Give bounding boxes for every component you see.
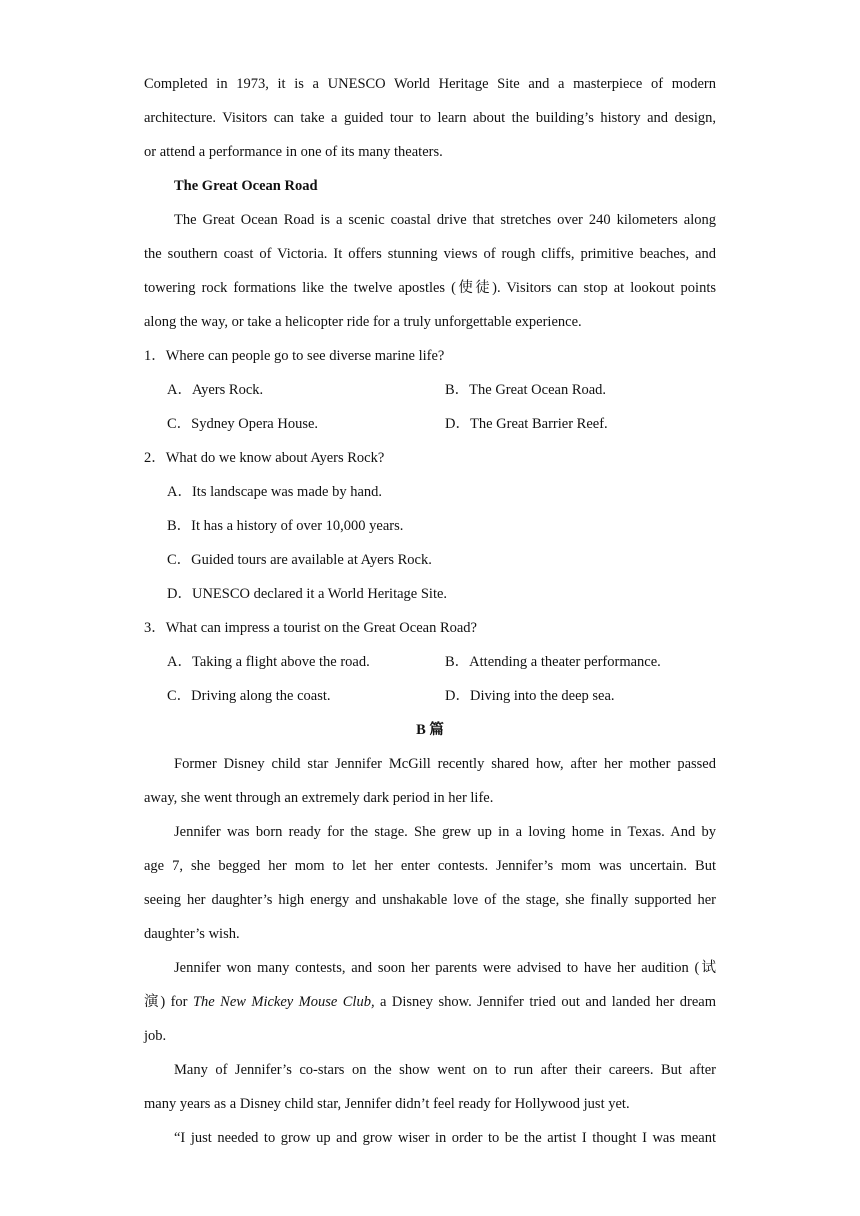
text-line: Jennifer won many contests, and soon her parents were advised to have her audition (试 [174, 960, 716, 976]
option-row [144, 407, 716, 441]
passage-title: B 篇 [416, 722, 444, 738]
section-heading: The Great Ocean Road [174, 178, 318, 194]
option-c: C．Sydney Opera House. [167, 416, 319, 432]
text-line: Jennifer was born ready for the stage. She grew up in a loving home in Texas. And by [174, 824, 716, 840]
option-d: D．UNESCO declared it a World Heritage Site. [167, 586, 448, 602]
question-stem: 3．What can impress a tourist on the Great Ocean Road? [144, 620, 477, 636]
option-b: B．The Great Ocean Road. [445, 382, 607, 398]
text-line: architecture. Visitors can take a guided tour to learn about the building’s history and design, [144, 110, 716, 126]
text-line: job. [144, 1028, 167, 1044]
text-segment: a Disney show. Jennifer tried out and landed her dream [374, 994, 716, 1010]
text-line: along the way, or take a helicopter ride for a truly unforgettable experience. [144, 314, 582, 330]
option-a: A．Taking a flight above the road. [167, 654, 370, 670]
option-d: D．The Great Barrier Reef. [445, 416, 608, 432]
question-stem: 2．What do we know about Ayers Rock? [144, 450, 385, 466]
text-segment: 演) for [144, 994, 193, 1010]
option-row [144, 679, 716, 713]
text-line: The Great Ocean Road is a scenic coastal drive that stretches over 240 kilometers along [174, 212, 716, 228]
text-line: many years as a Disney child star, Jennifer didn’t feel ready for Hollywood just yet. [144, 1096, 630, 1112]
option-c: C．Guided tours are available at Ayers Rock. [167, 552, 432, 568]
option-row [144, 645, 716, 679]
question-stem: 1．Where can people go to see diverse marine life? [144, 348, 445, 364]
option-b: B．Attending a theater performance. [445, 654, 661, 670]
option-b: B．It has a history of over 10,000 years. [167, 518, 404, 534]
show-title: The New Mickey Mouse Club, [192, 994, 375, 1010]
option-a: A．Its landscape was made by hand. [167, 484, 383, 500]
text-line: away, she went through an extremely dark period in her life. [144, 790, 494, 806]
text-line: Former Disney child star Jennifer McGill recently shared how, after her mother passed [174, 756, 716, 772]
text-line: Completed in 1973, it is a UNESCO World Heritage Site and a masterpiece of modern [144, 76, 716, 92]
option-a: A．Ayers Rock. [167, 382, 264, 398]
text-line: age 7, she begged her mom to let her enter contests. Jennifer’s mom was uncertain. But [144, 858, 716, 874]
document-page [144, 67, 716, 1155]
text-line: seeing her daughter’s high energy and unshakable love of the stage, she finally supported her [144, 892, 716, 908]
option-c: C．Driving along the coast. [167, 688, 331, 704]
option-d: D．Diving into the deep sea. [445, 688, 615, 704]
text-line: the southern coast of Victoria. It offers stunning views of rough cliffs, primitive beaches, and [144, 246, 716, 262]
option-row [144, 373, 716, 407]
text-line: “I just needed to grow up and grow wiser in order to be the artist I thought I was meant [174, 1130, 716, 1146]
text-line [144, 985, 716, 1019]
text-line: Many of Jennifer’s co-stars on the show went on to run after their careers. But after [174, 1062, 716, 1078]
text-line: daughter’s wish. [144, 926, 240, 942]
text-line: towering rock formations like the twelve apostles (使徒). Visitors can stop at lookout points [144, 280, 716, 296]
text-line: or attend a performance in one of its many theaters. [144, 144, 443, 160]
